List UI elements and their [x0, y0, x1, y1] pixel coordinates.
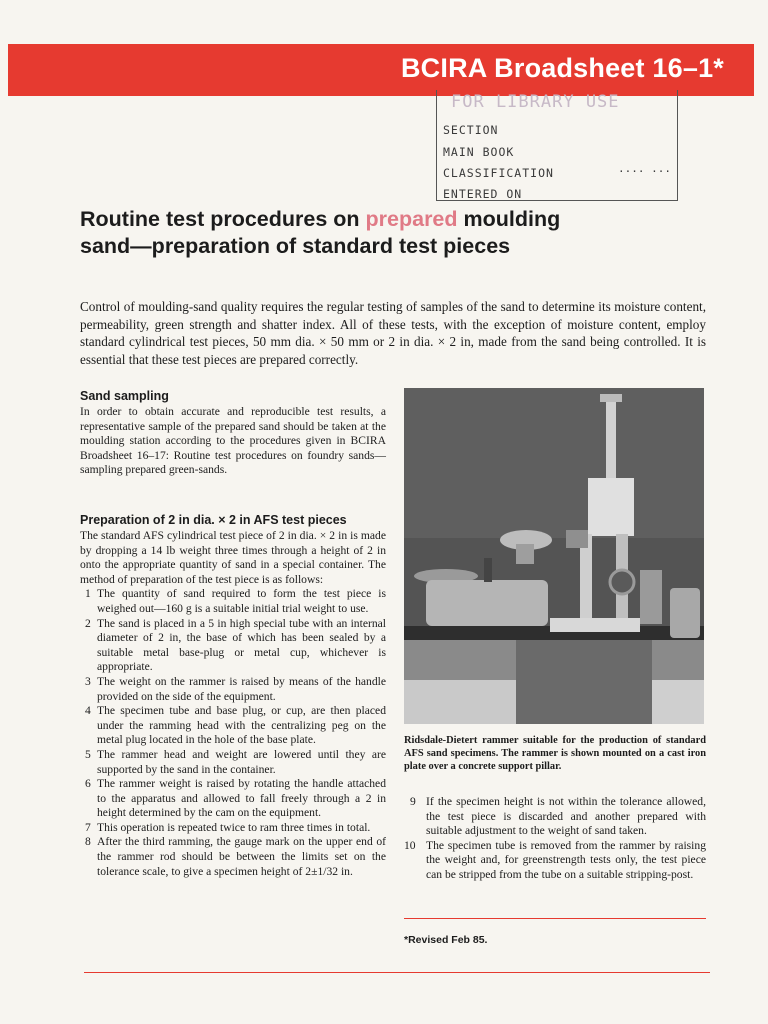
step-number: 1	[85, 587, 91, 601]
list-item	[80, 821, 386, 836]
intro-paragraph: Control of moulding-sand quality requires the regular testing of samples of the sand to determine its moisture content, permeability, green strength and shatter index. All of these tests, with the exception of moisture content, employ standard cylindrical test pieces, 50 mm dia. × 50 mm or 2 in dia. × 2 in, made from the sand being controlled. It is essential that these test pieces are prepared correctly.	[80, 299, 706, 367]
step-text: The sand is placed in a 5 in high special tube with an internal diameter of 2 in, the base of which has been sealed by a suitable metal base-plug or metal cup, whichever is appropriate.	[97, 616, 386, 674]
list-item	[80, 748, 386, 777]
step-number: 6	[85, 777, 91, 791]
footnote-divider	[404, 918, 706, 919]
broadsheet-title: BCIRA Broadsheet 16–1*	[400, 53, 724, 83]
step-number: 7	[85, 820, 91, 834]
rammer-photo	[404, 388, 704, 724]
step-text: The rammer weight is raised by rotating the handle attached to the apparatus and allowed to fall freely through a 2 in height determined by the cam on the equipment.	[97, 777, 386, 820]
list-item	[404, 795, 706, 839]
step-text: The weight on the rammer is raised by means of the handle provided on the side of the equipment.	[97, 674, 386, 703]
sampling-text: In order to obtain accurate and reproducible test results, a representative sample of the prepared sand should be taken at the moulding station according to the procedures given in BCIRA Broadsheet 16–17: Routine test procedures on foundry sands—sampling prepared green-sands.	[80, 405, 386, 477]
list-item	[80, 704, 386, 748]
step-text: If the specimen height is not within the tolerance allowed, the test piece is discarded and another prepared with suitable adjustment to the weight of sand taken.	[426, 795, 706, 838]
rammer-illustration	[404, 388, 704, 724]
title-line2: sand—preparation of standard test pieces	[80, 234, 511, 258]
photo-caption: Ridsdale-Dietert rammer suitable for the production of standard AFS sand specimens. The rammer is shown mounted on a cast iron plate over a concrete support pillar.	[404, 735, 706, 772]
section-heading-sampling: Sand sampling	[80, 389, 169, 403]
library-stamp	[436, 90, 678, 201]
step-number: 9	[410, 795, 416, 808]
list-item	[80, 675, 386, 704]
right-column-steps	[404, 795, 706, 883]
step-text: The quantity of sand required to form the test piece is weighed out—160 g is a suitable initial trial weight to use.	[97, 587, 386, 615]
stamp-dots: .... ...	[618, 162, 671, 175]
step-number: 8	[85, 835, 91, 849]
step-number: 2	[85, 616, 91, 630]
step-number: 10	[404, 838, 416, 852]
list-item	[80, 777, 386, 821]
step-text: The specimen tube and base plug, or cup, are then placed under the ramming head with the centralizing peg on the metal plug located in the hole of the base plate.	[97, 704, 386, 747]
step-number: 5	[85, 747, 91, 761]
title-highlight: prepared	[365, 207, 458, 231]
preparation-steps	[80, 587, 386, 879]
step-text: After the third ramming, the gauge mark on the upper end of the rammer rod should be between the limits set on the tolerance scale, to give a specimen height of 2±1/32 in.	[97, 835, 386, 878]
header-banner	[8, 44, 754, 96]
revised-note: *Revised Feb 85.	[404, 934, 488, 946]
stamp-heading: FOR LIBRARY USE	[451, 92, 620, 112]
list-item	[80, 617, 386, 675]
title-line1-start: Routine test procedures on	[80, 207, 366, 231]
stamp-line-main: MAIN BOOK	[443, 145, 515, 159]
stamp-line-class: CLASSIFICATION	[443, 166, 554, 180]
list-item	[404, 839, 706, 883]
footer-rule	[84, 972, 710, 973]
preparation-text: The standard AFS cylindrical test piece of 2 in dia. × 2 in is made by dropping a 14 lb weight three times through a height of 2 in onto the appropriate quantity of sand in a special container. The method of preparation of the test piece is as follows:	[80, 529, 386, 586]
stamp-line-entered: ENTERED ON	[443, 187, 523, 201]
stamp-line-section: SECTION	[443, 123, 499, 137]
step-number: 3	[85, 674, 91, 688]
section-heading-preparation: Preparation of 2 in dia. × 2 in AFS test pieces	[80, 513, 347, 527]
continued-steps	[404, 795, 706, 883]
sampling-body	[80, 405, 386, 478]
step-number: 4	[85, 704, 91, 718]
preparation-body	[80, 529, 386, 879]
step-text: The rammer head and weight are lowered until they are supported by the sand in the container.	[97, 747, 386, 776]
title-line1-end: moulding	[457, 207, 561, 231]
list-item	[80, 835, 386, 879]
step-text: The specimen tube is removed from the rammer by raising the weight and, for greenstrength tests only, the test piece can be stripped from the tube on a suitable stripping-post.	[426, 838, 706, 881]
page-title	[80, 206, 680, 260]
step-text: This operation is repeated twice to ram three times in total.	[97, 820, 371, 834]
list-item	[80, 587, 386, 616]
